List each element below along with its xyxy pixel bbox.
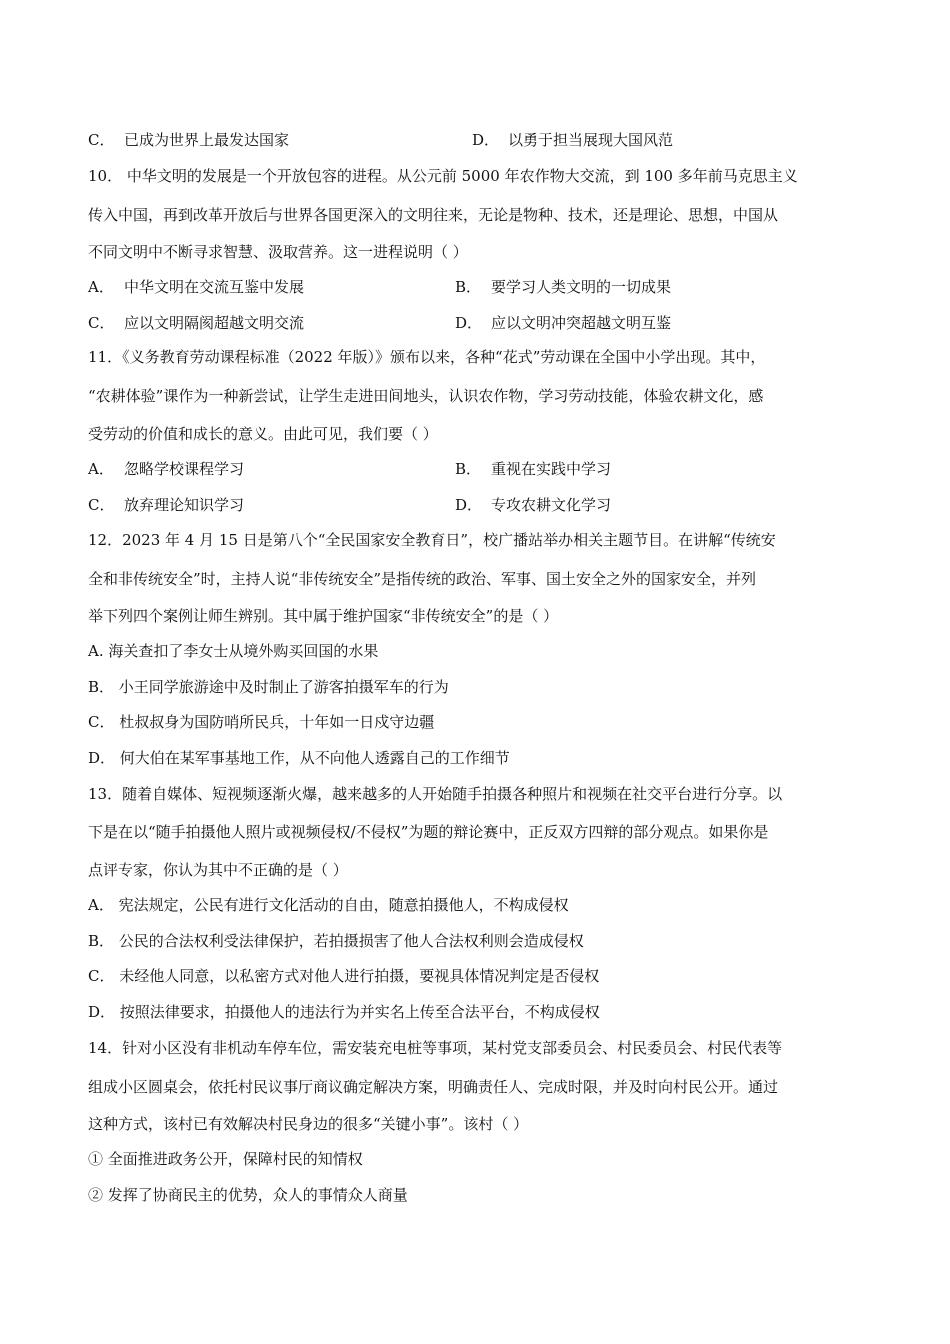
q11-stem-line: 11．《义务教育劳动课程标准（2022 年版）》颁布以来，各种“花式”劳动课在全国中小学出现。其中， [88,348,766,366]
q12-stem-line: 12．2023 年 4 月 15 日是第八个“全民国家安全教育日”，校广播站举办相关主题节目。在讲解“传统安 [88,531,776,549]
option-text: 已成为世界上最发达国家 [124,131,290,149]
option-letter: B． [455,278,482,296]
option-text: 放弃理论知识学习 [124,496,245,514]
q12-option-b: B． 小王同学旅游途中及时制止了游客拍摄军车的行为 [88,678,449,696]
q12-stem-line: 全和非传统安全”时，主持人说“非传统安全”是指传统的政治、军事、国土安全之外的国家安全，并列 [88,570,757,588]
q10-option-b [455,277,671,297]
option-text: 以勇于担当展现大国风范 [508,131,674,149]
option-text: 专攻农耕文化学习 [491,496,612,514]
q9-option-c [88,130,289,150]
q12-option-a: A. 海关查扣了李女士从境外购买回国的水果 [88,642,379,660]
option-letter: D． [455,314,483,332]
q13-option-c: C． 未经他人同意，以私密方式对他人进行拍摄，要视具体情况判定是否侵权 [88,967,600,985]
option-letter: A． [88,278,114,296]
option-text: 忽略学校课程学习 [124,460,245,478]
q11-option-d [455,495,611,515]
q14-stem-line: 组成小区圆桌会，依托村民议事厅商议确定解决方案，明确责任人、完成时限，并及时向村民公开。通过 [88,1078,779,1096]
option-letter: C． [88,131,115,149]
q10-stem-line: 不同文明中不断寻求智慧、汲取营养。这一进程说明（ ） [88,243,468,261]
q11-option-c [88,495,244,515]
q11-stem-line: “农耕体验”课作为一种新尝试，让学生走进田间地头，认识农作物，学习劳动技能，体验农耕文化，感 [88,387,764,405]
q13-option-a: A． 宪法规定，公民有进行文化活动的自由，随意拍摄他人，不构成侵权 [88,896,569,914]
option-letter: D． [472,131,500,149]
option-text: 重视在实践中学习 [491,460,612,478]
q14-statement-1: ① 全面推进政务公开，保障村民的知情权 [88,1150,363,1168]
q12-option-c: C． 杜叔叔身为国防哨所民兵，十年如一日戍守边疆 [88,713,435,731]
q12-stem-line: 举下列四个案例让师生辨别。其中属于维护国家“非传统安全”的是（ ） [88,607,559,625]
q12-option-d: D． 何大伯在某军事基地工作，从不向他人透露自己的工作细节 [88,749,510,767]
q13-stem-line: 下是在以“随手拍摄他人照片或视频侵权/不侵权”为题的辩论赛中，正反双方四辩的部分观点。如果你是 [88,823,769,841]
q10-option-c [88,313,304,333]
option-text: 要学习人类文明的一切成果 [491,278,672,296]
option-text: 应以文明隔阂超越文明交流 [124,314,305,332]
q11-option-a [88,459,244,479]
q13-option-b: B． 公民的合法权利受法律保护，若拍摄损害了他人合法权利则会造成侵权 [88,932,584,950]
q13-stem-line: 点评专家，你认为其中不正确的是（ ） [88,861,348,879]
option-letter: B． [455,460,482,478]
q14-stem-line: 14．针对小区没有非机动车停车位，需安装充电桩等事项，某村党支部委员会、村民委员会、村民代表等 [88,1039,783,1057]
q13-option-d: D． 按照法律要求，拍摄他人的违法行为并实名上传至合法平台，不构成侵权 [88,1003,600,1021]
q11-option-b [455,459,611,479]
q10-stem-line: 传入中国，再到改革开放后与世界各国更深入的文明往来，无论是物种、技术，还是理论、思想，中国从 [88,206,779,224]
option-letter: D． [455,496,483,514]
option-letter: C． [88,314,115,332]
q10-option-d [455,313,671,333]
q13-stem-line: 13．随着自媒体、短视频逐渐火爆，越来越多的人开始随手拍摄各种照片和视频在社交平台进行分享。以 [88,785,783,803]
q9-option-d [472,130,673,150]
option-letter: A． [88,460,114,478]
q10-option-a [88,277,304,297]
option-text: 中华文明在交流互鉴中发展 [124,278,305,296]
q11-stem-line: 受劳动的价值和成长的意义。由此可见，我们要（ ） [88,425,438,443]
option-letter: C． [88,496,115,514]
q10-stem-line: 10． 中华文明的发展是一个开放包容的进程。从公元前 5000 年农作物大交流，到 100 多年前马克思主义 [88,167,798,185]
q14-statement-2: ② 发挥了协商民主的优势，众人的事情众人商量 [88,1186,408,1204]
option-text: 应以文明冲突超越文明互鉴 [491,314,672,332]
q14-stem-line: 这种方式，该村已有效解决村民身边的很多“关键小事”。该村（ ） [88,1115,529,1133]
